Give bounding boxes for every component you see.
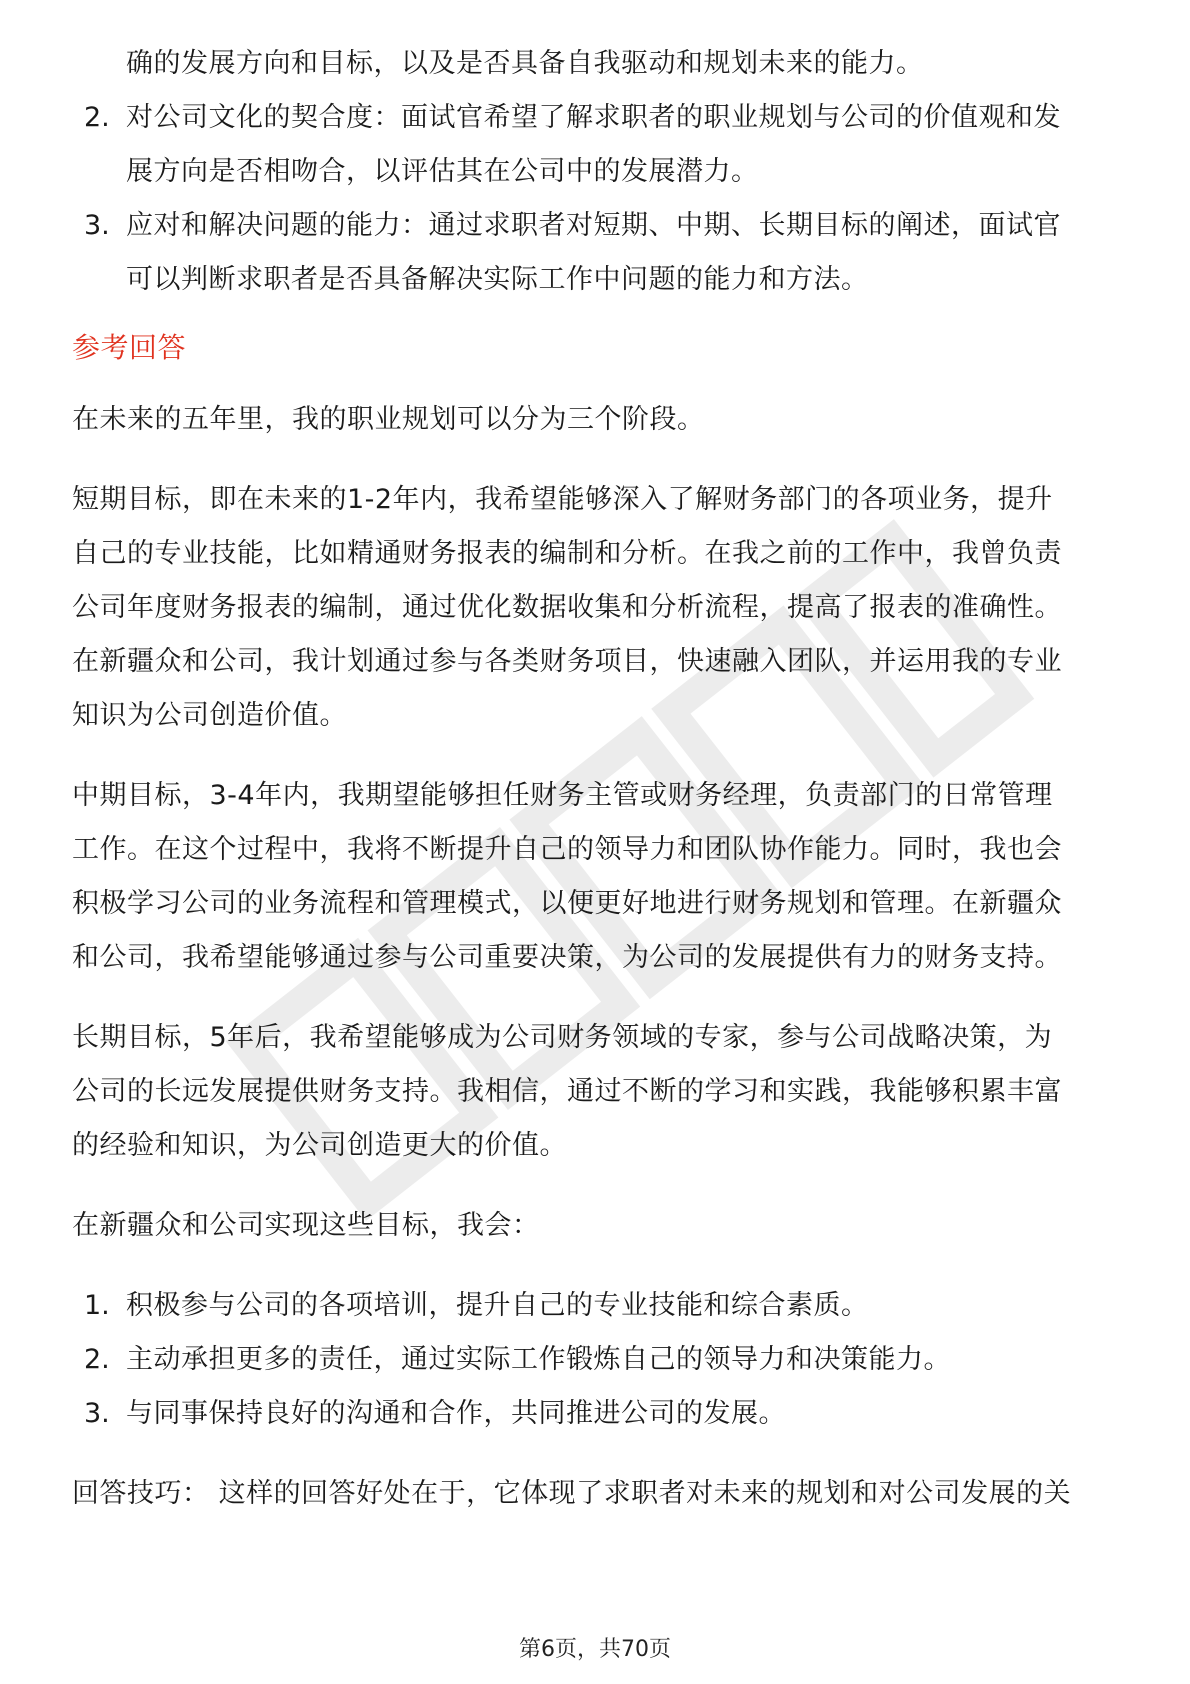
- paragraph-line: 在新疆众和公司实现这些目标，我会：: [72, 1210, 540, 1241]
- page-number: 第6页，共70页: [519, 1637, 671, 1662]
- list-item: 主动承担更多的责任，通过实际工作锻炼自己的领导力和决策能力。: [126, 1344, 951, 1375]
- paragraph-line: 的经验和知识，为公司创造更大的价值。: [72, 1130, 567, 1161]
- answer-tip: 回答技巧： 这样的回答好处在于，它体现了求职者对未来的规划和对公司发展的关: [72, 1478, 1072, 1509]
- paragraph-line: 长期目标，5年后，我希望能够成为公司财务领域的专家，参与公司战略决策，为: [72, 1022, 1053, 1053]
- list-item-line: 应对和解决问题的能力：通过求职者对短期、中期、长期目标的阐述，面试官: [126, 210, 1061, 241]
- paragraph-line: 知识为公司创造价值。: [72, 700, 347, 731]
- paragraph-line: 在新疆众和公司，我计划通过参与各类财务项目，快速融入团队，并运用我的专业: [72, 646, 1062, 677]
- list-item-continuation: 确的发展方向和目标，以及是否具备自我驱动和规划未来的能力。: [126, 48, 924, 79]
- list-item-line: 展方向是否相吻合，以评估其在公司中的发展潜力。: [126, 156, 759, 187]
- list-number: 2.: [84, 1344, 110, 1375]
- paragraph-line: 短期目标，即在未来的1-2年内，我希望能够深入了解财务部门的各项业务，提升: [72, 484, 1053, 515]
- section-heading: 参考回答: [72, 331, 187, 364]
- paragraph-line: 公司的长远发展提供财务支持。我相信，通过不断的学习和实践，我能够积累丰富: [72, 1076, 1062, 1107]
- list-item: 与同事保持良好的沟通和合作，共同推进公司的发展。: [126, 1398, 786, 1429]
- list-item-line: 对公司文化的契合度：面试官希望了解求职者的职业规划与公司的价值观和发: [126, 102, 1061, 133]
- paragraph-line: 在未来的五年里，我的职业规划可以分为三个阶段。: [72, 404, 705, 435]
- list-item-line: 可以判断求职者是否具备解决实际工作中问题的能力和方法。: [126, 264, 869, 295]
- paragraph-line: 积极学习公司的业务流程和管理模式，以便更好地进行财务规划和管理。在新疆众: [72, 888, 1062, 919]
- paragraph-line: 工作。在这个过程中，我将不断提升自己的领导力和团队协作能力。同时，我也会: [72, 834, 1062, 865]
- list-item: 积极参与公司的各项培训，提升自己的专业技能和综合素质。: [126, 1290, 869, 1321]
- list-number: 1.: [84, 1290, 110, 1321]
- list-number: 3.: [84, 1398, 110, 1429]
- paragraph-line: 和公司，我希望能够通过参与公司重要决策，为公司的发展提供有力的财务支持。: [72, 942, 1062, 973]
- list-number: 2.: [84, 102, 110, 133]
- paragraph-line: 公司年度财务报表的编制，通过优化数据收集和分析流程，提高了报表的准确性。: [72, 592, 1062, 623]
- list-number: 3.: [84, 210, 110, 241]
- paragraph-line: 中期目标，3-4年内，我期望能够担任财务主管或财务经理，负责部门的日常管理: [72, 780, 1053, 811]
- paragraph-line: 自己的专业技能，比如精通财务报表的编制和分析。在我之前的工作中，我曾负责: [72, 538, 1062, 569]
